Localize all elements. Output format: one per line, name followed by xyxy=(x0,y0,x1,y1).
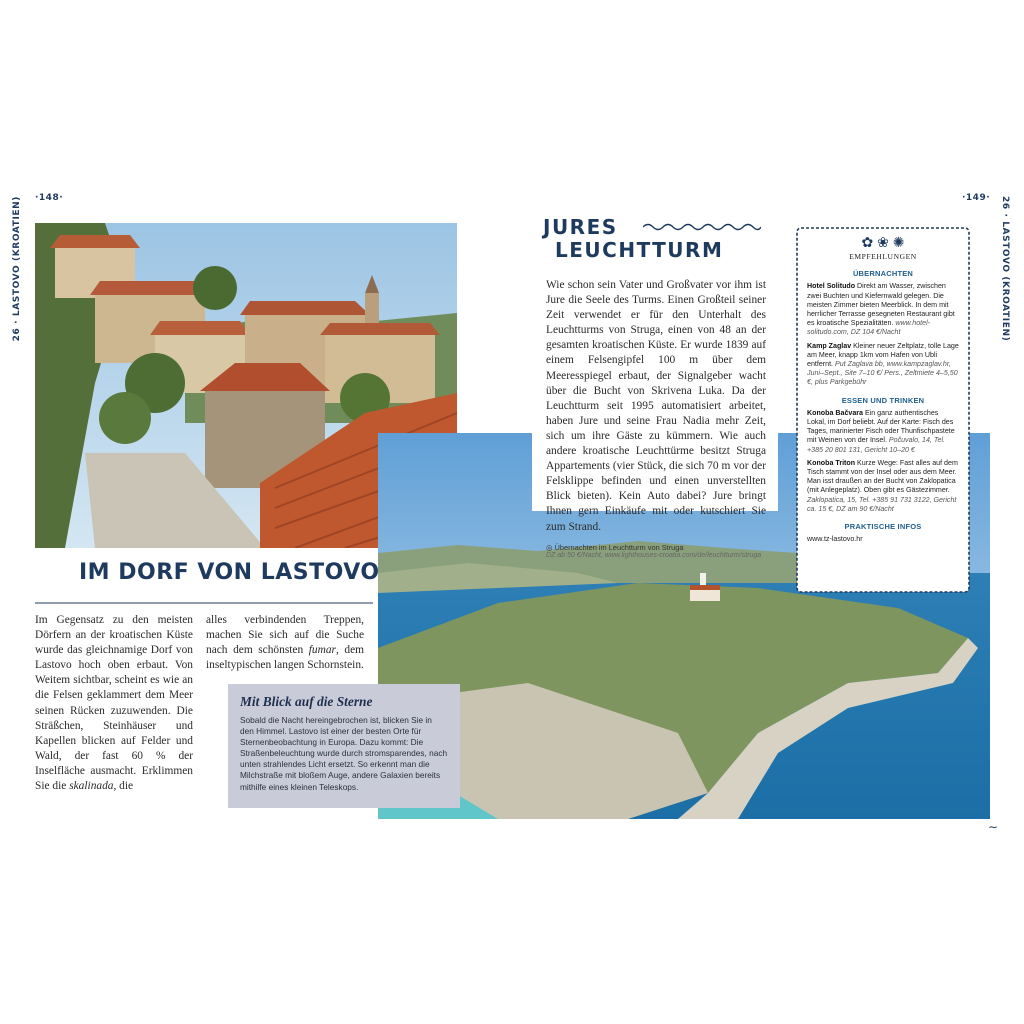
wave-mark-icon: ∼ xyxy=(988,820,999,834)
crab-icon: ✿ xyxy=(861,234,874,250)
leuchtturm-heading-line2: LEUCHTTURM xyxy=(555,238,724,262)
sterne-box xyxy=(228,684,460,808)
leuchtturm-caption-details: DZ ab 50 €/Nacht, www.lighthouses-croatia.com/de/leuchtturm/struga xyxy=(546,551,762,559)
running-head-right: 26 · LASTOVO (KROATIEN) xyxy=(1000,196,1010,342)
recommendation-item: Konoba Bačvara Ein ganz authentisches Lokal, im Dorf beliebt. Auf der Karte: Fisch des Tages, marinierter Fisch oder Thunfischpastete mit Weinen von der Insel. Počuvalo, 14, Tel. +385 20 801 131, Gericht 10–20 € xyxy=(807,408,955,454)
section-title: PRAKTISCHE INFOS xyxy=(844,522,922,532)
empfehlungen-box xyxy=(793,224,973,596)
leuchtturm-heading-line1: JURES xyxy=(543,215,618,239)
sterne-title: Mit Blick auf die Sterne xyxy=(240,694,373,709)
village-text-col2: alles verbindenden Treppen, machen Sie sich auf die Suche nach dem schönsten fumar, dem inseltypischen langen Schornstein. xyxy=(206,614,364,672)
section-title: ÜBERNACHTEN xyxy=(852,269,914,279)
recommendation-item: Kamp Zaglav Kleiner neuer Zeltplatz, tolle Lage am Meer, knapp 1km vom Hafen von Ubli entfernt. Put Zaglava bb, www.kampzaglav.hr, Juni–Sept., Site 7–10 €/ Pers., Zeltmiete 4–5,50 €, plus Parkgebühr xyxy=(807,341,959,387)
wave-ornament-icon xyxy=(643,222,761,232)
page-number-left: ·148· xyxy=(35,193,64,203)
leuchtturm-body: Wie schon sein Vater und Großvater vor ihm ist Jure die Seele des Turms. Einen Großteil seiner Zeit verwendet er für den Unterhalt des Leuchtturms von Struga, einen von 48 an der gesamten kroatischen Küste. Er wurde 1839 auf einem Felsengipfel 100 m über dem Meeresspiegel erbaut, der Signalgeber wacht über die Bucht von Skrivena Luka. Da der Leuchtturm seit 1995 automatisiert arbeitet, haben Jure und seine Frau Nadia mehr Zeit, sich um ihre Gäste zu kümmern. Wie auch andere kroatische Leuchttürme besitzt Struga Appartements (vier Stück, die sich 70 m vor der Felsklippe befinden und einen unverstellten Blick bieten). Kein Auto dabei? Jure bringt Ihnen gern Einkäufe mit oder kutschiert Sie zum Strand. xyxy=(546,279,766,533)
recommendation-item: Hotel Solitudo Direkt am Wasser, zwischen zwei Buchten und Kiefernwald gelegen. Die meisten Zimmer bieten Meerblick. In dem mit herrlicher Terrasse gesegneten Restaurant gibt es kroatische Spezialitäten. www.hotel-solitudo.com, DZ 104 €/Nacht xyxy=(807,282,955,337)
empfehlungen-content xyxy=(807,234,959,548)
page-number-right: ·149· xyxy=(962,193,991,203)
leuchtturm-caption: ◎ Übernachten im Leuchtturm von Struga xyxy=(546,542,684,552)
running-head-left: 26 · LASTOVO (KROATIEN) xyxy=(12,196,22,342)
shell-icons xyxy=(807,234,959,250)
village-heading: IM DORF VON LASTOVO xyxy=(79,560,380,585)
recommendation-item: Konoba Triton Kurze Wege: Fast alles auf dem Tisch stammt von der Insel oder aus dem Meer. Man isst draußen an der Bucht von Zaklopatica (mit Anlegeplatz). Oben gibt es Gästezimmer. Zaklopatica, 15, Tel. +385 91 731 3122, Gericht ca. 15 €, DZ am 90 €/Nacht xyxy=(807,458,958,513)
sterne-text: Sobald die Nacht hereingebrochen ist, blicken Sie in den Himmel. Lastovo ist einer der besten Orte für Sternenbeobachtung in Europa. Dazu kommt: Die Straßenbeleuchtung wurde durch stromsparendes, nach unten strahlendes Licht ersetzt. So erkennt man die Milchstraße mit bloßem Auge, andere Galaxien bereits mithilfe eines kleinen Teleskops. xyxy=(240,715,448,792)
section-title: ESSEN UND TRINKEN xyxy=(841,395,925,405)
village-text-col1: Im Gegensatz zu den meisten Dörfern an der kroatischen Küste wurde das gleichnamige Dorf von Lastovo hoch oben erbaut. Von Weitem sichtbar, scheint es wie an die Felsen geklammert dem Meer seinen Rücken zuzuwenden. Die Sträßchen, Steinhäuser und Kapellen blicken auf Felder und Wald, der fast 60 % der Inselfläche ausmacht. Erklimmen Sie die skalinada, die xyxy=(35,614,193,793)
leuchtturm-text-box xyxy=(532,266,778,559)
empfehlungen-label: EMPFEHLUNGEN xyxy=(849,252,917,261)
website-link[interactable]: www.tz-lastovo.hr xyxy=(807,535,863,544)
divider-line xyxy=(35,600,373,606)
location-pin-icon: ◎ xyxy=(546,542,553,552)
octopus-icon: ❀ xyxy=(877,234,889,250)
shell-icon: ✺ xyxy=(892,234,905,250)
